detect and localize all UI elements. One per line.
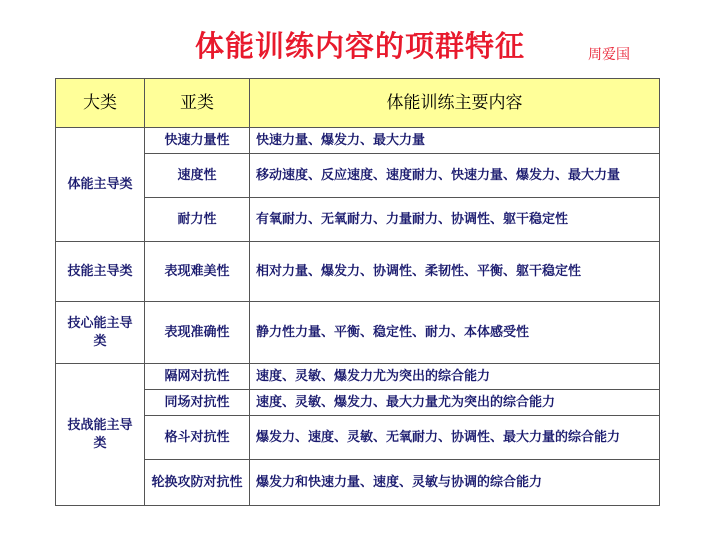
sub-category-cell: 隔网对抗性 <box>145 364 250 390</box>
header-sub-category: 亚类 <box>145 79 250 128</box>
sub-category-cell: 轮换攻防对抗性 <box>145 460 250 506</box>
training-content-table <box>55 78 660 506</box>
content-cell: 有氧耐力、无氧耐力、力量耐力、协调性、躯干稳定性 <box>250 198 660 242</box>
major-category-cell: 技心能主导类 <box>56 302 145 364</box>
sub-category-cell: 快速力量性 <box>145 128 250 154</box>
table-row <box>56 390 660 416</box>
header-major-category: 大类 <box>56 79 145 128</box>
content-cell: 静力性力量、平衡、稳定性、耐力、本体感受性 <box>250 302 660 364</box>
sub-category-cell: 表现准确性 <box>145 302 250 364</box>
content-cell: 快速力量、爆发力、最大力量 <box>250 128 660 154</box>
table-row <box>56 416 660 460</box>
content-cell: 速度、灵敏、爆发力尤为突出的综合能力 <box>250 364 660 390</box>
sub-category-cell: 同场对抗性 <box>145 390 250 416</box>
table-row <box>56 242 660 302</box>
table-header-row <box>56 79 660 128</box>
sub-category-cell: 表现难美性 <box>145 242 250 302</box>
content-cell: 爆发力和快速力量、速度、灵敏与协调的综合能力 <box>250 460 660 506</box>
table-row <box>56 460 660 506</box>
major-category-cell: 技能主导类 <box>56 242 145 302</box>
content-cell: 爆发力、速度、灵敏、无氧耐力、协调性、最大力量的综合能力 <box>250 416 660 460</box>
content-cell: 相对力量、爆发力、协调性、柔韧性、平衡、躯干稳定性 <box>250 242 660 302</box>
major-category-cell: 体能主导类 <box>56 128 145 242</box>
table-row <box>56 128 660 154</box>
page-title: 体能训练内容的项群特征 <box>194 29 525 63</box>
author-name: 周爱国 <box>588 47 630 63</box>
table-row <box>56 198 660 242</box>
sub-category-cell: 格斗对抗性 <box>145 416 250 460</box>
table-row <box>56 302 660 364</box>
table-row <box>56 364 660 390</box>
table-row <box>56 154 660 198</box>
sub-category-cell: 耐力性 <box>145 198 250 242</box>
header-main-content: 体能训练主要内容 <box>250 79 660 128</box>
major-category-cell: 技战能主导类 <box>56 364 145 506</box>
content-cell: 移动速度、反应速度、速度耐力、快速力量、爆发力、最大力量 <box>250 154 660 198</box>
sub-category-cell: 速度性 <box>145 154 250 198</box>
content-cell: 速度、灵敏、爆发力、最大力量尤为突出的综合能力 <box>250 390 660 416</box>
